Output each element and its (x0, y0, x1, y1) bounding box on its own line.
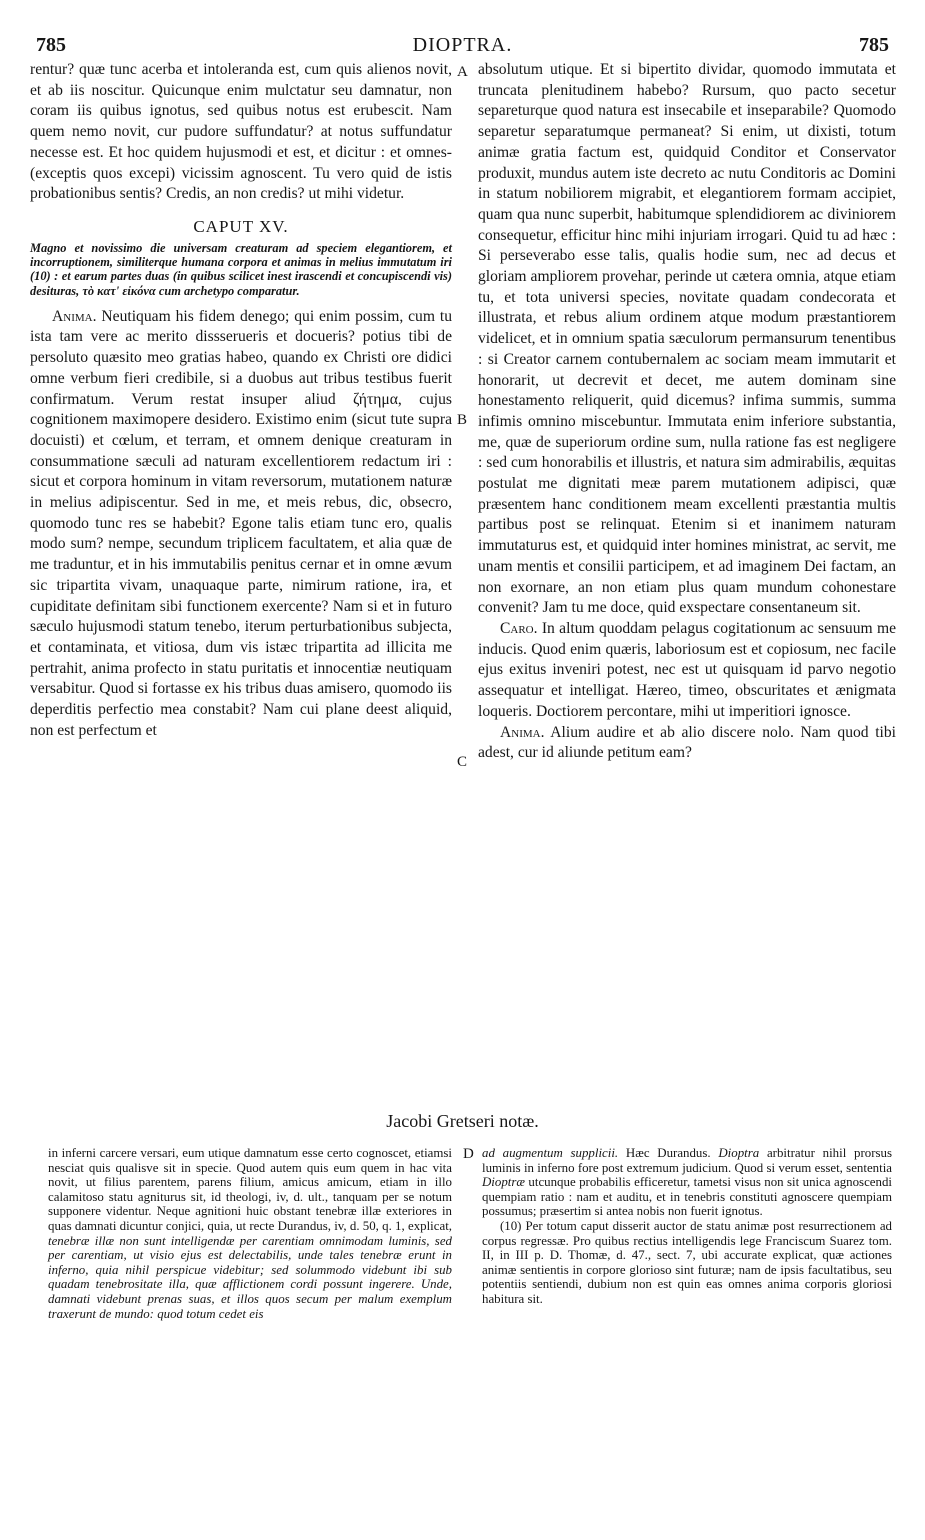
page-number-right: 785 (859, 34, 889, 56)
notes-right-column (482, 1146, 892, 1307)
note-right-italic-start: ad augmentum supplicii. (482, 1146, 619, 1160)
note-left-italic: tenebræ illæ non sunt intelligendæ per carentiam omnimodam luminis, sed per carentiam, ut visio ejus est delectabilis, unde tales tenebræ erunt in inferno, quia nihil perspicue videbitur; sed solummodo videbunt ibi sub quadam tenebrositate illa, quæ afflictionem cordi possunt ingerere. Unde, damnati videbunt prenas suas, et illos quos secum per malum exemplum traxerunt de mundo: quod totum cedet eis (48, 1233, 452, 1321)
left-column (30, 60, 452, 742)
chapter-heading: CAPUT XV. (193, 216, 289, 236)
note-left-paragraph (48, 1146, 452, 1321)
right-column (478, 60, 896, 764)
note-left-roman: in inferni carcere versari, eum utique damnatum esse certo cognoscet, etiamsi nesciat quis qualisve sit in specie. Quod autem quis eum quem in hac vita novit, ut filius parentem, parens filium, amicus amicum, etiam in illo calamitoso statu agniturus sit, id theologi, iv, d. ult., tanquam per se notum supponere videntur. Neque agnitioni huic obstant tenebræ illæ exteriores in quas damnati dicuntur conjici, quia, ut recte Durandus, iv, d. 50, q. 1, explicat, (48, 1146, 452, 1233)
note-10-paragraph: (10) Per totum caput disserit auctor de statu animæ post resurrectionem ad corpus regressæ. Pro quibus rectius intelligendis lege Franciscum Suarez tom. II, in III p. D. Thomæ, d. 47., sect. 7, ubi accurate explicat, quæ actiones animæ sentientis in corpore glorioso sint futuræ; nam de ipsis facultatibus, seu potentiis sentiendi, dubium non est quin eas omnes anima corporis gloriosi habitura sit. (482, 1218, 892, 1306)
note-right-paragraph-1 (482, 1146, 892, 1219)
notes-title: Jacobi Gretseri notæ. (386, 1111, 539, 1131)
page-number-left: 785 (36, 34, 66, 56)
margin-marker-c: C (457, 754, 468, 770)
speaker-anima: Anima. (52, 307, 97, 325)
note-right-dioptra-1: Dioptra (718, 1146, 760, 1160)
margin-marker-a: A (457, 64, 468, 80)
left-paragraph-2-text: Neutiquam his fidem denego; qui enim possim, cum tu ista tam vere ac merito dissserueris et docueris? potius tibi de persoluto quæsito meo gratias habeo, quando ex Christi ore didici omne verbum fieri credibile, si a duobus aut tribus testibus fuerit confirmatum. Verum restat insuper aliud ζήτημα, cujus cognitionem maximopere desidero. Existimo enim (sicut tute supra docuisti) et cœlum, et terram, et omnem denique creaturam in consummatione sæculi ad naturam excellentiorem redactum iri : sicut et corpora hominum in vitam reversorum, mutationem naturæ in melius adipiscentur. Sed in me, et meis rebus, dic, obsecro, quomodo tunc res se habebit? Egone talis etiam tunc ero, qualis modo sum? nempe, secundum triplicem facultatem, et alia quæ de me traduntur, et in his immutabilis penitus cernar et in omne ævum sic tripartita vivam, unaquaque parte, nimirum ratione, ira, et cupiditate definitam sibi functionem exercente? Nam si et in futuro sæculo hujusmodi statum tenebo, iterum perturbationibus subjecta, et contaminata, et vitiosa, dum vis istæc tripartita ad illicita me pertrahit, anima profecto in statu puritatis et innocentiæ neutiquam versabitur. Quod si fortasse ex his tribus duas amisero, quomodo iis deperditis perfectio mea constabit? Nam cui plane deest aliquid, non est perfectum et (30, 307, 452, 739)
note-right-dioptra-2: Dioptræ (482, 1175, 525, 1190)
right-paragraph-1: absolutum utique. Et si bipertito dividar, quomodo immutata et truncata plenitudinem habebo? Rursum, quo pacto secetur separeturque quod natura est insecabile et inseparabile? Quomodo separetur separatumque permaneat? Si enim, ut dixisti, totum animæ gratia factum est, quidquid Conditor et Conservator produxit, mundus autem iste decreto ac nutu Conditoris ac Domini in statum nobiliorem migrabit, et elegantiorem formam accipiet, quam qua nunc superbit, habitumque splendidiorem ac diviniorem consequetur, efficitur hinc mihi injuriam irrogari. Quid tu ad hæc : Si perseverabo esse talis, qualis hodie sum, nec ad decus et gloriam ampliorem provehar, perinde ut cætera omnia, atque etiam tu, et tota universi species, novitate quadam condecorata et illustrata, et rebus alium ordinem atque modum præstantiorem videlicet, et in omnium spatia sæculorum permansurum tenentibus : si Creator carnem contubernalem ac sociam meam immutarit et honorarit, ut decrevit et decet, me autem dominam sine honestamento reliquerit, quid dicemus? infima summis, summa infimis omnino miscebuntur. Immutata enim inferiore substantia, me, quæ de superiorum ordine sum, nulla ratione fas est negligere : sed cum honorabilis et illustris, et natura sim admirabilis, æquitas postulat me dignitati meæ parem mutationem adipisci, quæ præsentem hanc conditionem meam excellenti præstantia multis partibus post se relinquat. Etenim si et inanimem naturam immutaturus est, et quidquid inter homines ministrat, ac servit, me unam mentis et consilii participem, et ad imaginem Dei factam, an non exornare, an non etiam plus quam mundum cohonestare convenit? Jam tu me doce, quid exspectare consentaneum sit. (478, 61, 896, 617)
right-paragraph-3 (478, 723, 896, 764)
notes-left-column (48, 1146, 452, 1321)
note-right-text-3: utcunque probabilis efficeretur, tametsi visus non sit unica agnoscendi quempiam ratio : nam et auditu, et in tenebris constituti agnoscere quempiam possumus; præsertim si antea nobis non fuerit ignotus. (482, 1175, 892, 1219)
right-paragraph-2-text: In altum quoddam pelagus cogitationum ac sensuum me inducis. Quod enim quæris, laboriosum est et copiosum, nec facile ejus exitus inveniri potest, nec est ut quisquam id parvo negotio assequatur et intelligat. Hæreo, timeo, obscuritates et ænigmata loqueris. Doctiorem percontare, mihi ut imperitiori ignosce. (478, 619, 897, 720)
speaker-anima-2: Anima. (500, 723, 545, 741)
margin-marker-b: B (457, 412, 468, 428)
left-paragraph-2 (30, 307, 452, 742)
left-paragraph-1: rentur? quæ tunc acerba et intoleranda est, cum quis alienos novit, et ab iis noscitur. Quicunque enim mulctatur seu damnatur, non coram iis quibus ignotus, sed quibus notus est erubescit. Nam quem nemo novit, cur pudore suffundatur? at notus suffundatur necesse est. Et hoc quidem hujusmodi et est, et dicitur : et omnes-(exceptis quos excepi) vicissim agnoscent. Tu vero quid de istis probationibus sentis? Credis, an non credis? ut mihi videtur. (30, 61, 452, 203)
margin-marker-d: D (463, 1146, 474, 1162)
speaker-caro: Caro. (500, 619, 538, 637)
chapter-summary: Magno et novissimo die universam creaturam ad speciem elegantiorem, et incorruptionem, similiterque humana corpora et animas in melius immutatum iri (10) : et earum partes duas (in quibus scilicet inest irascendi et concupiscendi vis) desituras, τὸ κατ' εἰκόνα cum archetypo comparatur. (30, 240, 452, 298)
note-right-text-1: Hæc Durandus. (625, 1146, 711, 1160)
running-title: DIOPTRA. (412, 34, 513, 56)
right-paragraph-2 (478, 619, 896, 723)
page-header (30, 30, 895, 56)
note-right-text-2: arbitratur nihil prorsus luminis in inferno fore post extremum judicium. Quod si verum esset, sententia (482, 1146, 892, 1175)
right-paragraph-3-text: Alium audire et ab alio discere nolo. Nam quod tibi adest, cur id aliunde petitum eam? (478, 723, 897, 762)
